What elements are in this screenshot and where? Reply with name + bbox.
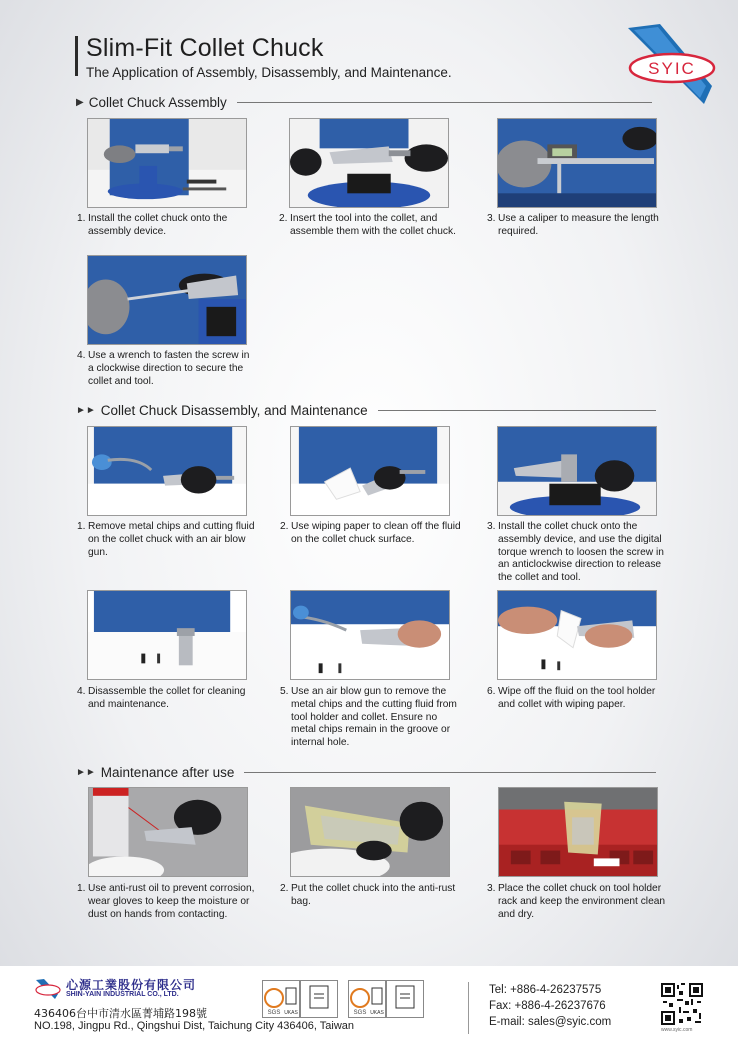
photo-assembly-step-4 (87, 255, 247, 345)
svg-text:SGS: SGS (267, 1010, 281, 1016)
caption-assembly-step-4: 4. Use a wrench to fasten the screw in a clockwise direction to secure the collet and tool. (77, 350, 250, 387)
page-title: Slim-Fit Collet Chuck (86, 34, 324, 62)
ukas-cert-icon (386, 980, 424, 1018)
fast-forward-icon: ►► (76, 767, 96, 778)
caption-disassembly-step-6: 6. Wipe off the fluid on the tool holder and collet with wiping paper. (487, 686, 656, 710)
company-name-cn: 心源工業股份有限公司 (66, 978, 197, 992)
section-heading-disassembly (76, 403, 656, 418)
photo-disassembly-step-4 (87, 590, 247, 680)
caption-disassembly-step-4: 4. Disassemble the collet for cleaning and maintenance. (77, 686, 246, 710)
photo-disassembly-step-5 (290, 590, 450, 680)
title-accent-bar (75, 36, 78, 76)
heading-rule (237, 102, 652, 103)
section-heading-maintenance (76, 765, 656, 780)
photo-maintenance-step-3 (498, 787, 658, 877)
photo-disassembly-step-6 (497, 590, 657, 680)
caption-disassembly-step-2: 2. Use wiping paper to clean off the fluid on the collet chuck surface. (280, 521, 461, 545)
photo-maintenance-step-2 (290, 787, 450, 877)
sgs-cert-icon (262, 980, 300, 1018)
logo-text: SYIC (648, 59, 696, 78)
photo-disassembly-step-2 (290, 426, 450, 516)
page-subtitle: The Application of Assembly, Disassembly, and Maintenance. (86, 65, 452, 80)
caption-maintenance-step-3: 3. Place the collet chuck on tool holder rack and keep the environment clean and dry. (487, 883, 666, 920)
caption-disassembly-step-1: 1. Remove metal chips and cutting fluid on the collet chuck with an air blow gun. (77, 521, 255, 558)
section-heading-assembly (76, 95, 652, 110)
caption-disassembly-step-5: 5. Use an air blow gun to remove the metal chips and the cutting fluid from tool holder and collet. Ensure no metal chips remain in the groove or internal hole. (280, 686, 457, 749)
caption-assembly-step-2: 2. Insert the tool into the collet, and assemble them with the collet chuck. (279, 213, 456, 237)
caption-maintenance-step-2: 2. Put the collet chuck into the anti-rust bag. (280, 883, 456, 907)
caption-assembly-step-3: 3. Use a caliper to measure the length required. (487, 213, 659, 237)
sgs-cert-icon (348, 980, 386, 1018)
address-cn: 436406台中市清水區菁埔路198號 (34, 1007, 207, 1020)
caption-assembly-step-1: 1. Install the collet chuck onto the assembly device. (77, 213, 228, 237)
photo-disassembly-step-3 (497, 426, 657, 516)
contact-email[interactable]: E-mail: sales@syic.com (489, 1016, 612, 1028)
address-en: NO.198, Jingpu Rd., Qingshui Dist, Taichung City 436406, Taiwan (34, 1020, 354, 1032)
section-heading-label: Maintenance after use (100, 765, 235, 780)
footer-divider (468, 982, 469, 1034)
section-heading-label: Collet Chuck Disassembly, and Maintenance (100, 403, 368, 418)
play-arrow-icon: ▶ (76, 97, 84, 108)
heading-rule (244, 772, 656, 773)
qr-url: www.syic.com (661, 1027, 693, 1033)
caption-maintenance-step-1: 1. Use anti-rust oil to prevent corrosion, wear gloves to keep the moisture or dust on hands from contacting. (77, 883, 255, 920)
photo-assembly-step-2 (289, 118, 449, 208)
svg-text:UKAS: UKAS (284, 1010, 298, 1016)
svg-text:SGS: SGS (353, 1010, 367, 1016)
section-heading-label: Collet Chuck Assembly (88, 95, 227, 110)
company-logo-small (34, 978, 62, 1000)
photo-disassembly-step-1 (87, 426, 247, 516)
heading-rule (378, 410, 656, 411)
fast-forward-icon: ►► (76, 405, 96, 416)
caption-disassembly-step-3: 3. Install the collet chuck onto the assembly device, and use the digital torque wrench to loosen the screw in an anticlockwise direction to release the collet and tool. (487, 521, 664, 584)
photo-assembly-step-3 (497, 118, 657, 208)
svg-text:UKAS: UKAS (370, 1010, 384, 1016)
qr-code-icon[interactable] (661, 983, 703, 1025)
photo-maintenance-step-1 (88, 787, 248, 877)
contact-tel[interactable]: Tel: +886-4-26237575 (489, 984, 602, 996)
photo-assembly-step-1 (87, 118, 247, 208)
contact-fax: Fax: +886-4-26237676 (489, 1000, 606, 1012)
company-name-en: SHIN-YAIN INDUSTRIAL CO., LTD. (66, 991, 179, 998)
ukas-cert-icon (300, 980, 338, 1018)
